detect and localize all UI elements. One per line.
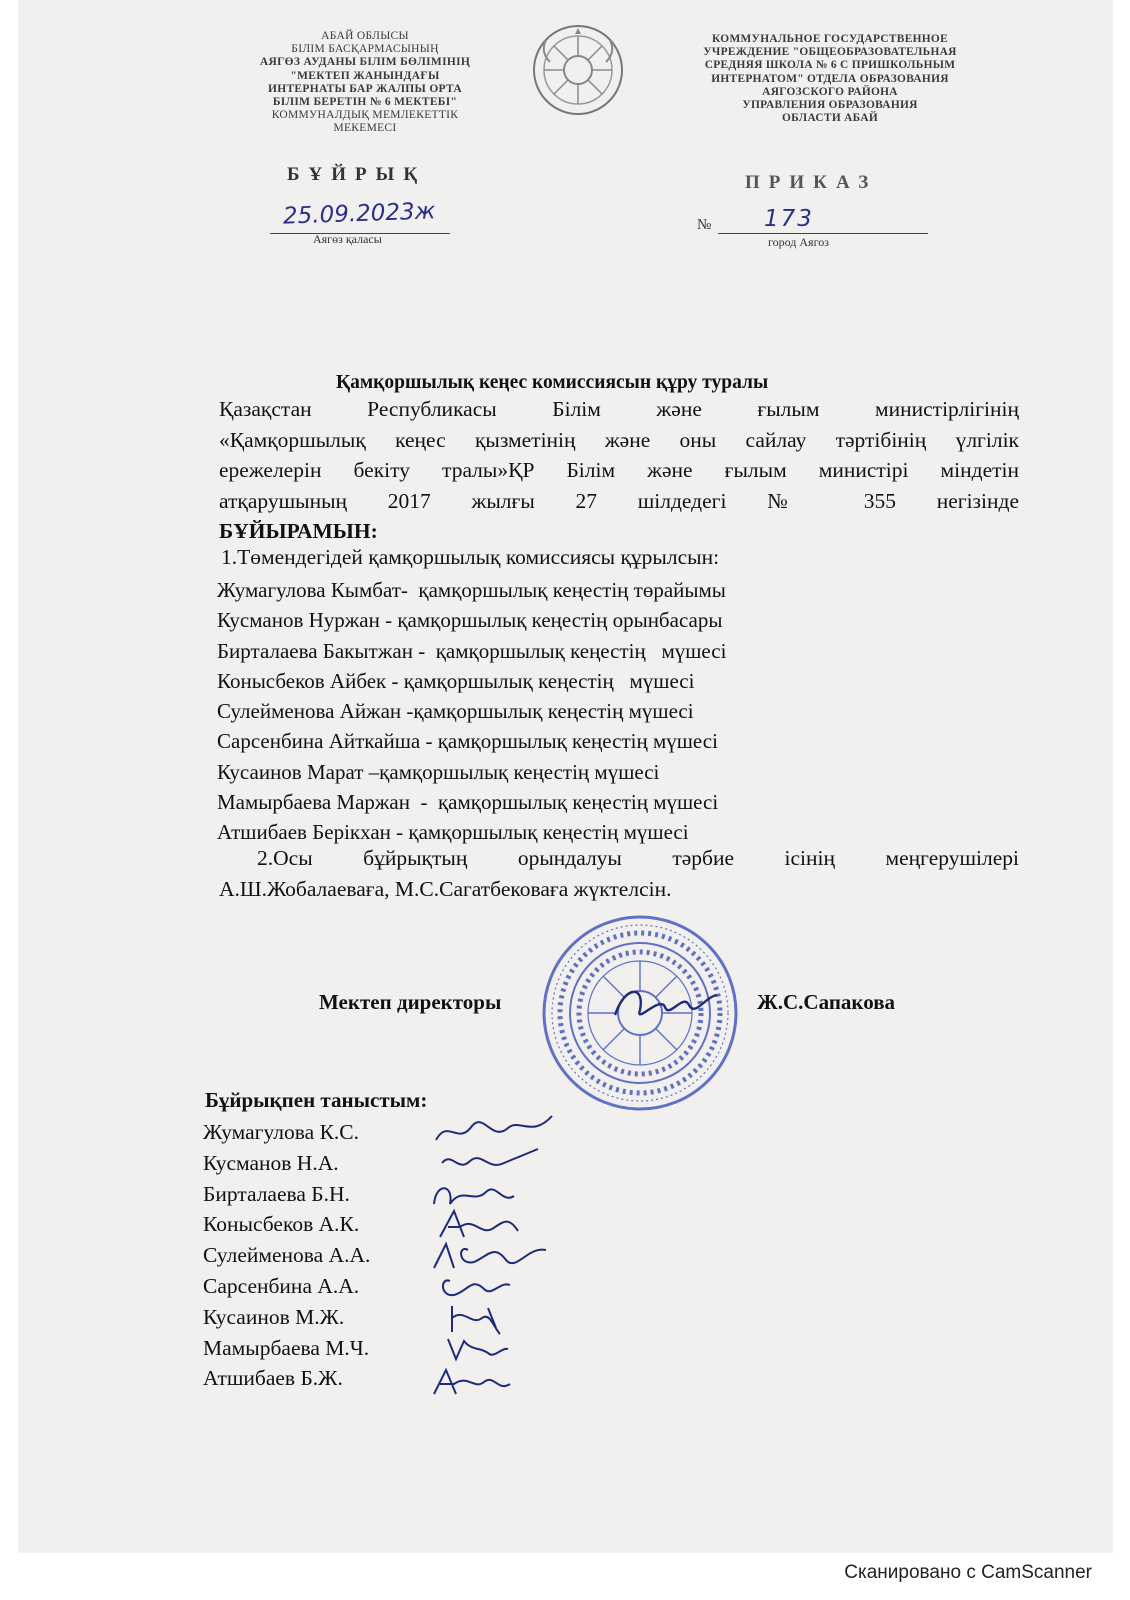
acknowledgement-name: Кусаинов М.Ж. [203,1304,345,1329]
handwritten-signature-icon [428,1360,558,1400]
handwritten-date: 25.09.2023ж [282,198,436,230]
member-line: Атшибаев Берікхан - қамқоршылық кеңестің мүшесі [217,820,689,845]
acknowledgement-name: Сулейменова А.А. [203,1243,371,1268]
handwritten-order-number: 173 [764,206,814,232]
header-right-institution [670,33,990,125]
director-signature-icon [605,975,725,1035]
city-ru: город Аягоз [768,235,829,249]
order-item-2-line: А.Ш.Жобалаеваға, М.С.Сагатбековаға жүктелсін. [219,877,672,901]
member-line: Конысбеков Айбек - қамқоршылық кеңестің мүшесі [217,668,695,693]
scanner-watermark: Сканировано с CamScanner [844,1562,1092,1583]
header-left-line: КОММУНАЛДЫҚ МЕМЛЕКЕТТІК [271,109,459,122]
header-right-line: УЧРЕЖДЕНИЕ "ОБЩЕОБРАЗОВАТЕЛЬНАЯ [703,46,957,59]
header-right-line: ОБЛАСТИ АБАЙ [781,112,879,125]
kazakhstan-emblem-icon [530,22,626,118]
header-right-line: КОММУНАЛЬНОЕ ГОСУДАРСТВЕННОЕ [712,33,948,45]
acknowledgement-name: Кусманов Н.А. [203,1150,339,1175]
acknowledgement-name: Бирталаева Б.Н. [203,1181,350,1206]
header-left-line: "МЕКТЕП ЖАНЫНДАҒЫ [290,69,440,82]
preamble-line: ережелерін бекіту тралы»ҚР Білім және ғылым министірі міндетін [219,458,1019,482]
director-label: Мектеп директоры [319,990,502,1014]
commission-members-list [217,575,726,848]
member-line: Кусаинов Марат –қамқоршылық кеңестің мүшесі [217,759,660,784]
preamble-paragraph [219,394,1019,547]
header-left-institution [220,30,510,136]
member-line: Мамырбаева Маржан - қамқоршылық кеңестің мүшесі [217,790,719,815]
member-line: Жумагулова Кымбат- қамқоршылық кеңестің төрайымы [217,578,726,602]
member-line: Сулейменова Айжан -қамқоршылық кеңестің мүшесі [217,699,694,724]
acknowledgement-title: Бұйрықпен таныстым: [205,1088,428,1112]
acknowledgement-name: Сарсенбина А.А. [203,1273,360,1298]
acknowledgement-name: Жумагулова К.С. [203,1120,360,1144]
member-line: Кусманов Нуржан - қамқоршылық кеңестің орынбасары [217,608,723,633]
director-name: Ж.С.Сапакова [757,990,896,1014]
preamble-line: атқарушының 2017 жылғы 27 шілдедегі № 355 негізінде [219,488,1019,513]
acknowledgement-name: Конысбеков А.К. [203,1212,360,1237]
header-left-line: БІЛІМ БАСҚАРМАСЫНЫҢ [291,43,439,56]
number-sign: № [697,217,712,233]
order-word: БҰЙЫРАМЫН: [219,519,378,543]
header-left-line: ИНТЕРНАТЫ БАР ЖАЛПЫ ОРТА [267,82,463,95]
preamble-line: Қазақстан Республикасы Білім және ғылым министірлігінің [219,397,1019,421]
doc-kind-ru: ПРИКАЗ [745,172,878,193]
order-item-2 [219,843,1019,905]
header-left-line: АБАЙ ОБЛЫСЫ [321,30,409,42]
member-line: Сарсенбина Айткайша - қамқоршылық кеңестің мүшесі [217,729,718,754]
header-right-line: АЯГОЗСКОГО РАЙОНА [762,85,898,98]
preamble-line: «Қамқоршылық кеңес қызметінің және оны сайлау тәртібінің үлгілік [219,427,1019,452]
header-left-line: МЕКЕМЕСІ [333,122,397,135]
order-title: Қамқоршылық кеңес комиссиясын құру туралы [336,372,769,393]
doc-kind-kz: БҰЙРЫҚ [287,164,427,185]
acknowledgement-list [203,1117,370,1394]
header-right-line: ИНТЕРНАТОМ" ОТДЕЛА ОБРАЗОВАНИЯ [711,72,949,85]
order-item-2-line: 2.Осы бұйрықтың орындалуы тәрбие ісінің меңгерушілері [257,846,1019,870]
header-right-line: УПРАВЛЕНИЯ ОБРАЗОВАНИЯ [742,99,918,112]
header-left-line: БІЛІМ БЕРЕТІН № 6 МЕКТЕБІ" [272,96,458,109]
header-right-line: СРЕДНЯЯ ШКОЛА № 6 С ПРИШКОЛЬНЫМ [704,59,956,72]
acknowledgement-name: Атшибаев Б.Ж. [203,1366,343,1391]
city-kz: Аягөз қаласы [313,232,382,246]
header-left-line: АЯГӨЗ АУДАНЫ БІЛІМ БӨЛІМІНІҢ [259,56,471,69]
number-underline [718,233,928,234]
order-item-1: 1.Төмендегідей қамқоршылық комиссиясы құрылсын: [221,545,720,569]
member-line: Бирталаева Бакытжан - қамқоршылық кеңестің мүшесі [217,638,727,663]
acknowledgement-name: Мамырбаева М.Ч. [203,1335,370,1360]
